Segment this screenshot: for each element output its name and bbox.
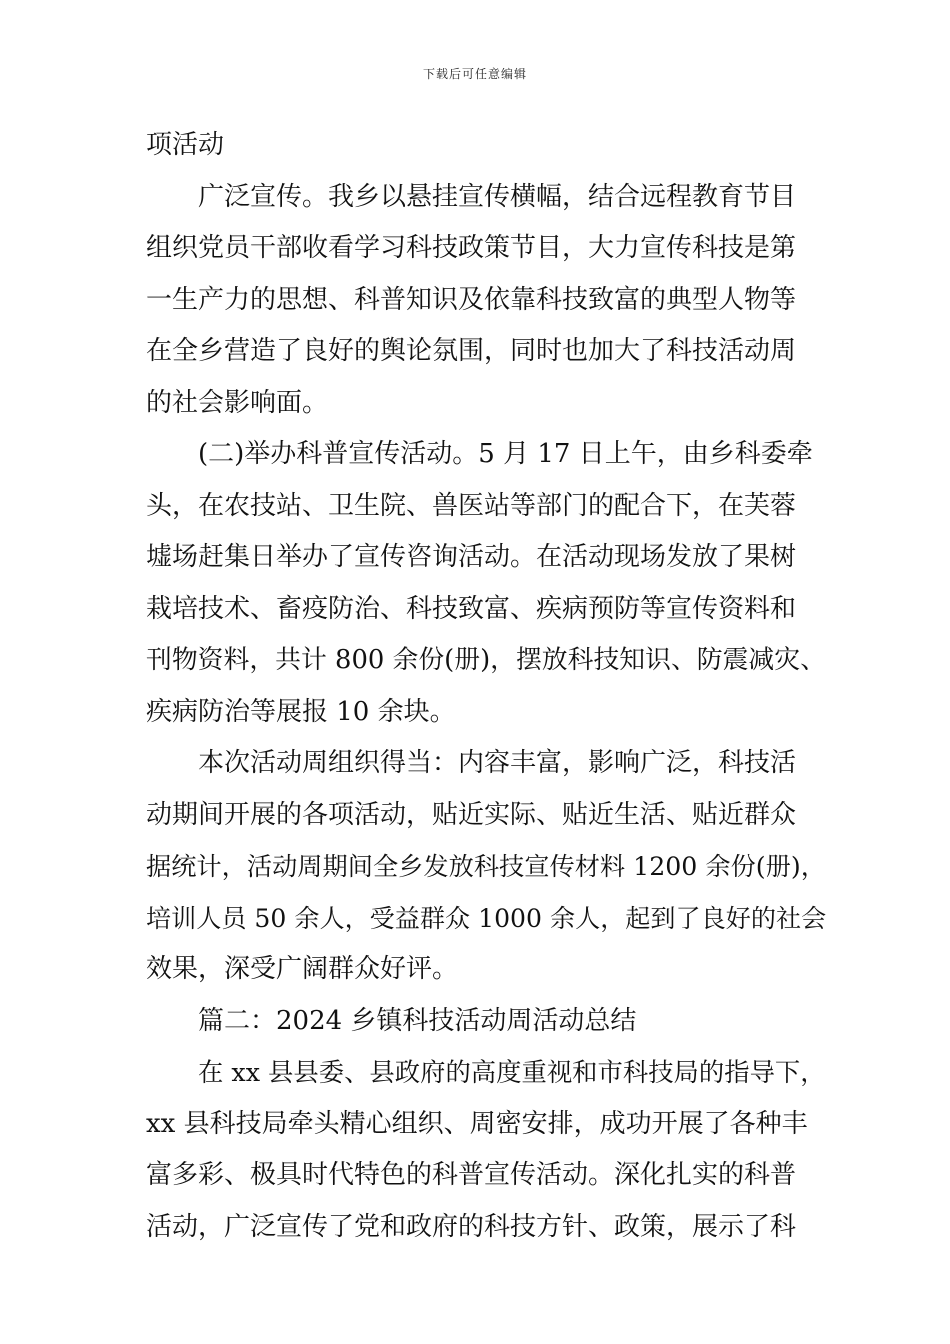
text-line: 头，在农技站、卫生院、兽医站等部门的配合下，在芙蓉 — [146, 490, 797, 521]
text-line: 本次活动周组织得当：内容丰富，影响广泛，科技活 — [198, 748, 797, 778]
text-line: xx 县科技局牵头精心组织、周密安排，成功开展了各种丰 — [146, 1108, 808, 1139]
text-line: 刊物资料，共计 800 余份(册)，摆放科技知识、防震减灾、 — [146, 645, 826, 675]
text-line: 疾病防治等展报 10 余块。 — [146, 696, 456, 727]
text-line: 培训人员 50 余人，受益群众 1000 余人，起到了良好的社会 — [146, 903, 827, 933]
text-line: 的社会影响面。 — [146, 387, 329, 418]
text-line: 在全乡营造了良好的舆论氛围，同时也加大了科技活动周 — [146, 336, 797, 366]
text-line: 广泛宣传。我乡以悬挂宣传横幅，结合远程教育节目 — [198, 181, 797, 212]
text-line: 效果，深受广阔群众好评。 — [146, 954, 459, 984]
text-line: 组织党员干部收看学习科技政策节目，大力宣传科技是第 — [146, 233, 797, 263]
document-body — [146, 120, 826, 1253]
text-line: 动期间开展的各项活动，贴近实际、贴近生活、贴近群众 — [146, 799, 797, 830]
page-header: 下载后可任意编辑 — [422, 67, 527, 81]
text-line: 墟场赶集日举办了宣传咨询活动。在活动现场发放了果树 — [146, 542, 797, 572]
text-line: 项活动 — [146, 130, 225, 160]
text-line: 活动，广泛宣传了党和政府的科技方针、政策，展示了科 — [146, 1211, 797, 1242]
text-line: 篇二：2024 乡镇科技活动周活动总结 — [198, 1005, 637, 1036]
text-line: 据统计，活动周期间全乡发放科技宣传材料 1200 余份(册)， — [146, 852, 826, 881]
text-line: 一生产力的思想、科普知识及依靠科技致富的典型人物等 — [146, 284, 797, 315]
text-line: 在 xx 县县委、县政府的高度重视和市科技局的指导下， — [198, 1057, 826, 1087]
text-line: 栽培技术、畜疫防治、科技致富、疾病预防等宣传资料和 — [146, 593, 797, 624]
text-line: 富多彩、极具时代特色的科普宣传活动。深化扎实的科普 — [146, 1160, 797, 1190]
text-line: (二)举办科普宣传活动。5 月 17 日上午，由乡科委牵 — [198, 439, 813, 469]
